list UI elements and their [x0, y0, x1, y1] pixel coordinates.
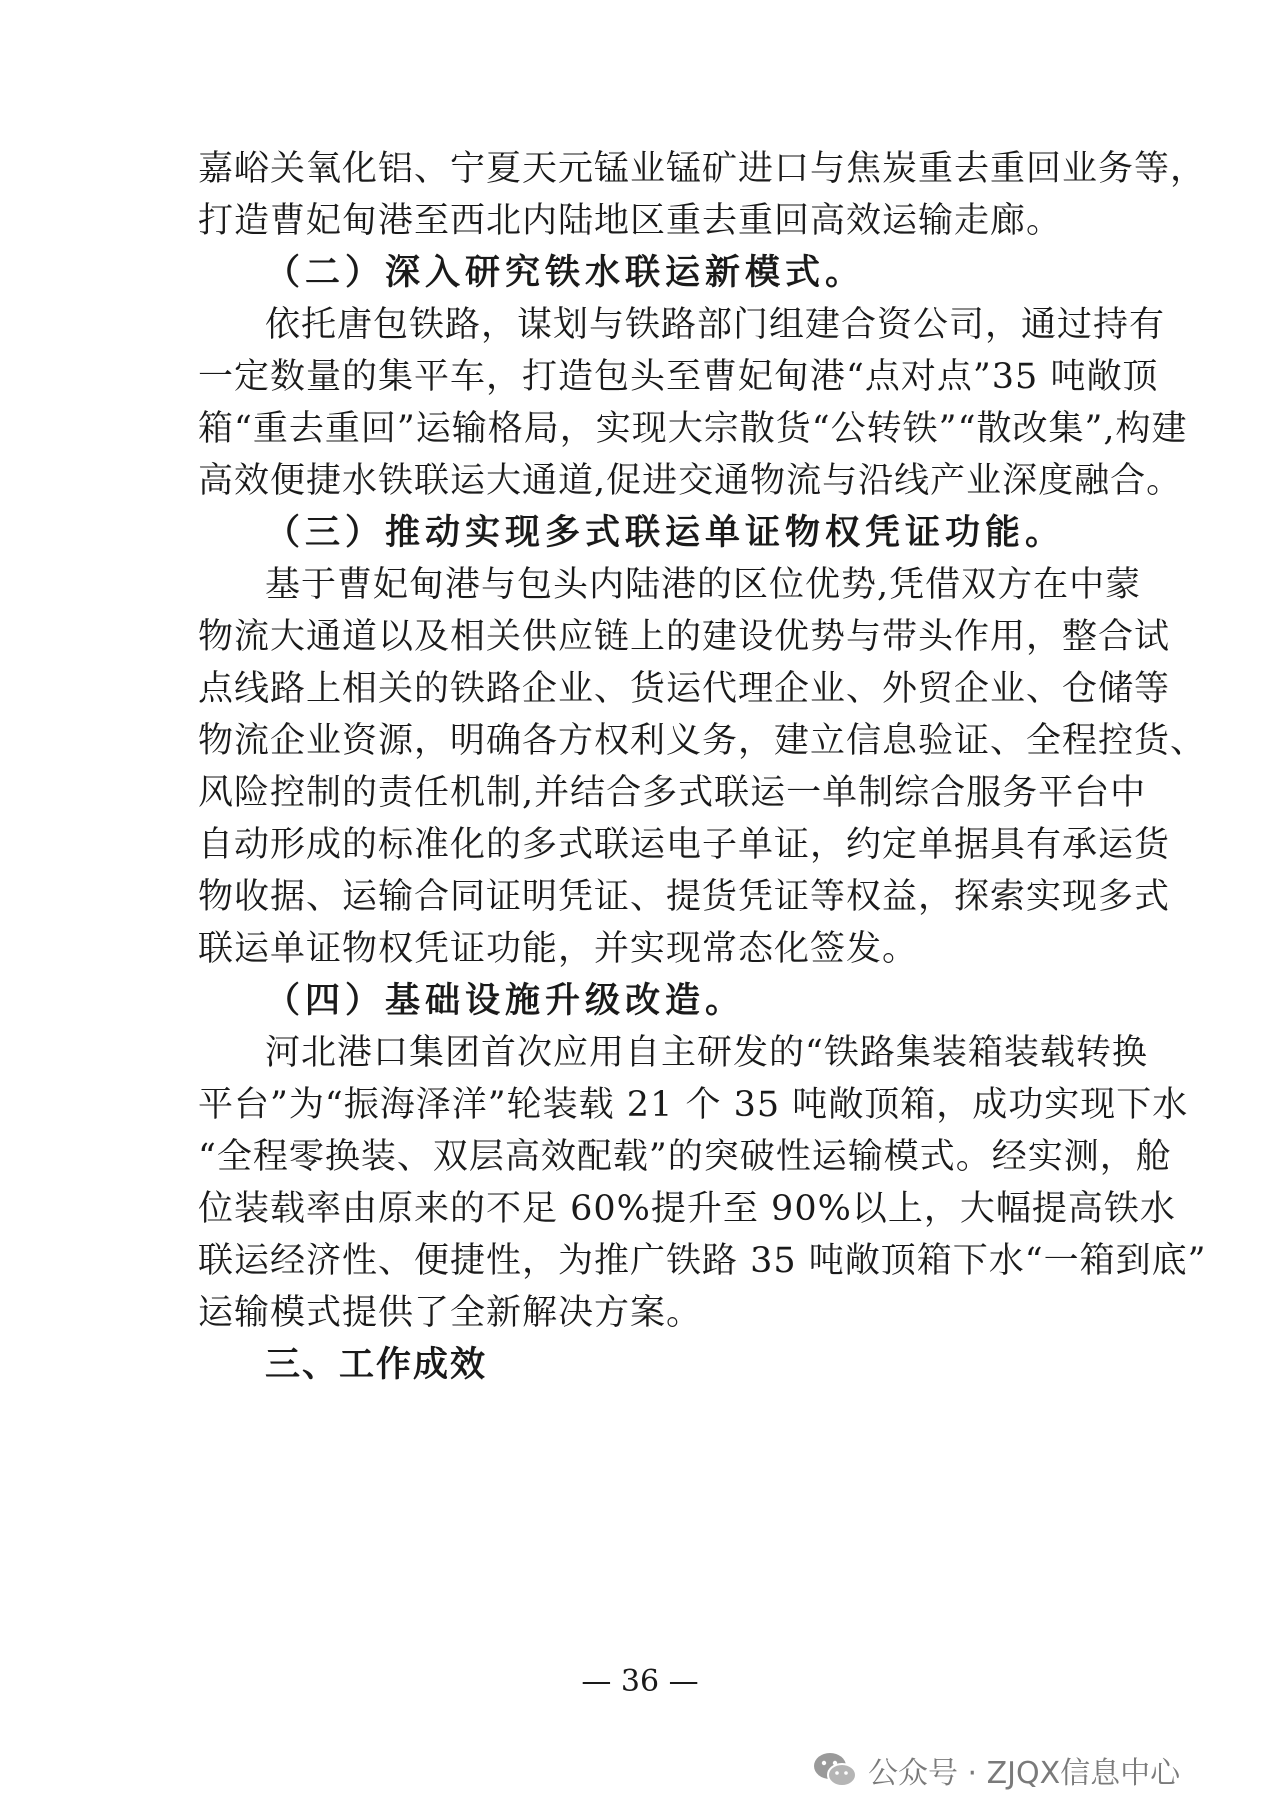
body-line: 基于曹妃甸港与包头内陆港的区位优势,凭借双方在中蒙: [265, 565, 1142, 605]
body-line: 自动形成的标准化的多式联运电子单证，约定单据具有承运货: [198, 825, 1171, 865]
body-line: 平台”为“振海泽洋”轮装载 21 个 35 吨敞顶箱，成功实现下水: [198, 1085, 1189, 1125]
body-line: 箱“重去重回”运输格局，实现大宗散货“公转铁”“散改集”,构建: [198, 409, 1188, 449]
body-line: “全程零换装、双层高效配载”的突破性运输模式。经实测，舱: [198, 1137, 1172, 1177]
body-line: 河北港口集团首次应用自主研发的“铁路集装箱装载转换: [265, 1033, 1148, 1073]
body-line: 风险控制的责任机制,并结合多式联运一单制综合服务平台中: [198, 773, 1147, 813]
body-line: 位装载率由原来的不足 60%提升至 90%以上，大幅提高铁水: [198, 1189, 1176, 1229]
body-line: 联运单证物权凭证功能，并实现常态化签发。: [198, 929, 919, 969]
section-heading: 三、工作成效: [265, 1345, 488, 1385]
body-line: 点线路上相关的铁路企业、货运代理企业、外贸企业、仓储等: [198, 669, 1171, 709]
body-line: 嘉峪关氧化铝、宁夏天元锰业锰矿进口与焦炭重去重回业务等，: [198, 149, 1207, 189]
body-line: 依托唐包铁路，谋划与铁路部门组建合资公司，通过持有: [265, 305, 1166, 345]
wechat-icon: [812, 1750, 858, 1790]
subsection-heading: （四）基础设施升级改造。: [265, 981, 746, 1021]
watermark: [812, 1744, 1180, 1796]
body-line: 物收据、运输合同证明凭证、提货凭证等权益，探索实现多式: [198, 877, 1171, 917]
body-line: 物流大通道以及相关供应链上的建设优势与带头作用，整合试: [198, 617, 1171, 657]
page-number: — 36 —: [581, 1664, 699, 1699]
body-line: 联运经济性、便捷性，为推广铁路 35 吨敞顶箱下水“一箱到底”: [198, 1241, 1207, 1281]
watermark-text: 公众号 · ZJQX信息中心: [868, 1756, 1181, 1791]
body-line: 高效便捷水铁联运大通道,促进交通物流与沿线产业深度融合。: [198, 461, 1183, 501]
body-line: 打造曹妃甸港至西北内陆地区重去重回高效运输走廊。: [198, 201, 1063, 241]
body-line: 一定数量的集平车，打造包头至曹妃甸港“点对点”35 吨敞顶: [198, 357, 1159, 397]
body-line: 物流企业资源，明确各方权利义务，建立信息验证、全程控货、: [198, 721, 1207, 761]
subsection-heading: （三）推动实现多式联运单证物权凭证功能。: [265, 513, 1066, 553]
body-line: 运输模式提供了全新解决方案。: [198, 1293, 703, 1333]
subsection-heading: （二）深入研究铁水联运新模式。: [265, 253, 866, 293]
